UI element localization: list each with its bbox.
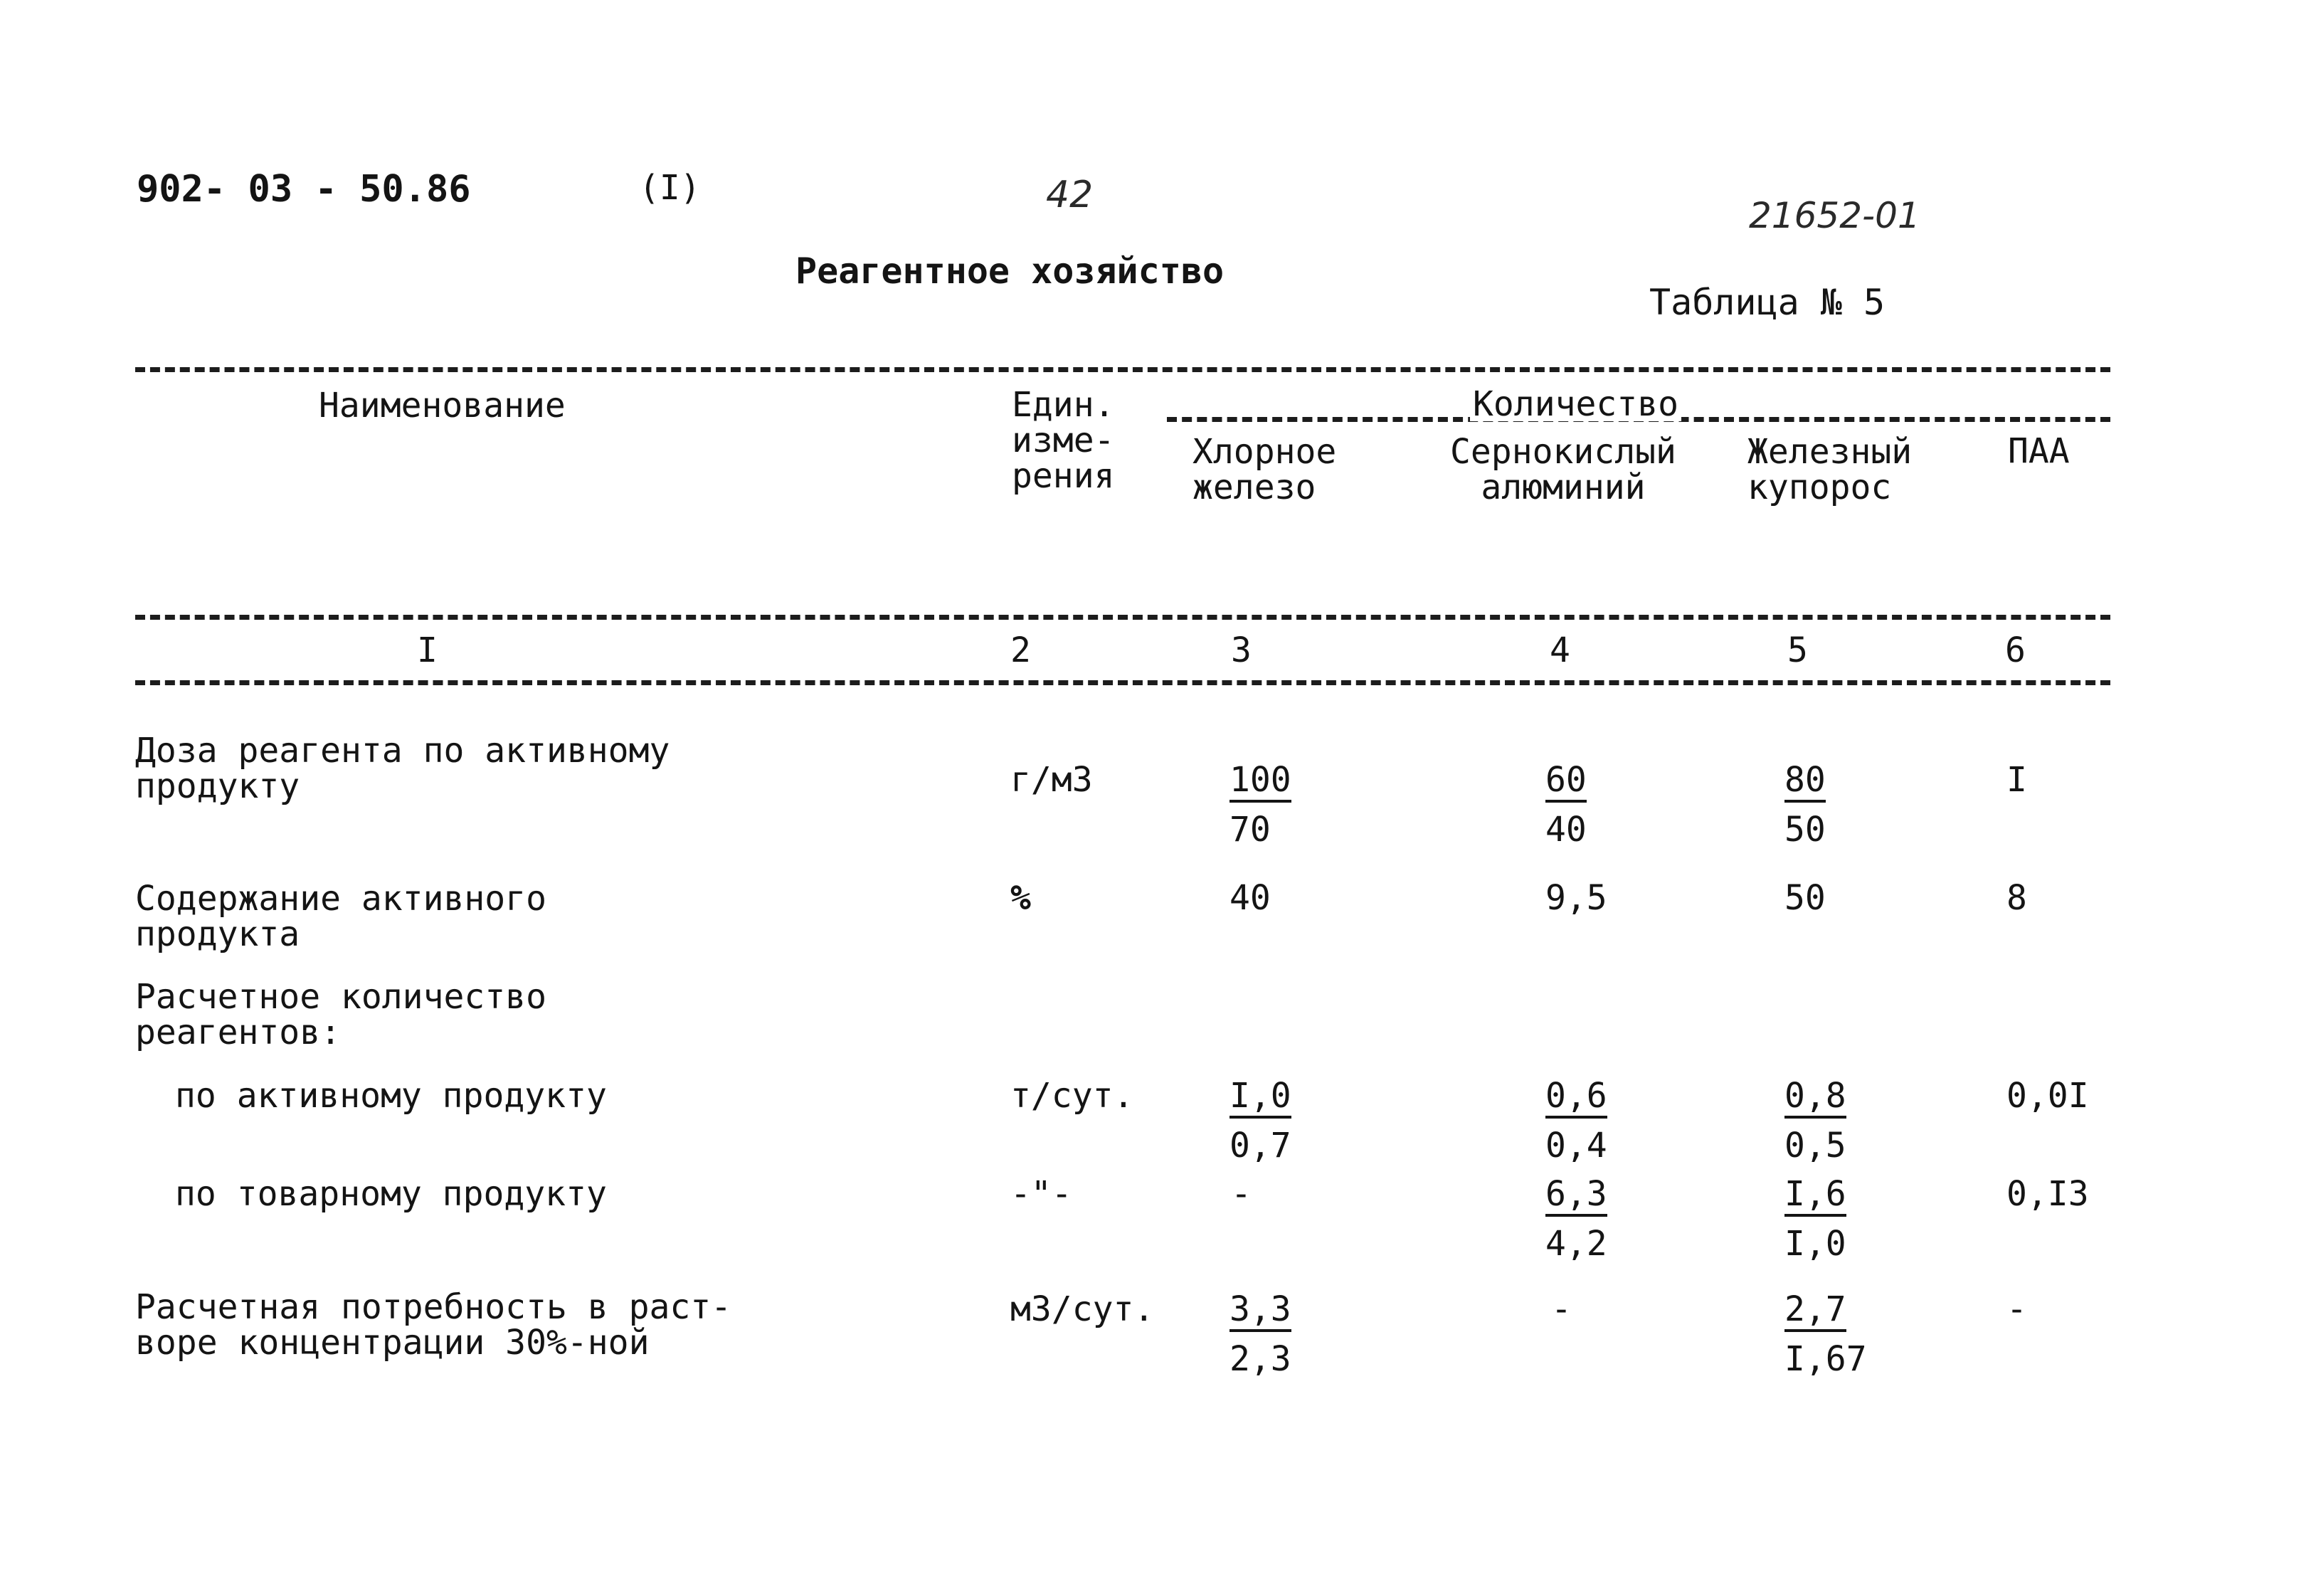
- value-denominator: 0,5: [1784, 1126, 1846, 1166]
- value-fraction: [1784, 1174, 1846, 1264]
- column-number-1: I: [417, 630, 438, 670]
- column-header-ferric-chloride: Хлорное железо: [1192, 432, 1337, 507]
- value-cell: I: [2006, 760, 2027, 800]
- value-numerator: I,0: [1229, 1079, 1291, 1119]
- value-numerator: 6,3: [1545, 1177, 1607, 1217]
- column-header-paa: ПАА: [2008, 431, 2070, 471]
- value-fraction: [1545, 1174, 1607, 1264]
- value-denominator: I,67: [1784, 1339, 1867, 1379]
- column-header-name: Наименование: [319, 386, 566, 426]
- document-code: 902- 03 - 50.86: [137, 168, 471, 211]
- value-denominator: 70: [1229, 810, 1271, 850]
- value-denominator: I,0: [1784, 1224, 1846, 1264]
- value-cell: 0,I3: [2006, 1174, 2089, 1214]
- value-numerator: 100: [1229, 763, 1291, 803]
- value-denominator: 4,2: [1545, 1224, 1607, 1264]
- column-number-3: 3: [1231, 630, 1252, 670]
- column-header-unit: Един. изме- рения: [1012, 385, 1115, 496]
- row-name: по активному продукту: [175, 1076, 607, 1116]
- column-header-aluminium-sulfate: Сернокислый алюминий: [1450, 432, 1676, 507]
- table-top-rule: [135, 367, 2110, 372]
- value-cell: -: [1231, 1174, 1252, 1214]
- value-cell: 9,5: [1545, 878, 1607, 918]
- value-numerator: 2,7: [1784, 1292, 1846, 1332]
- value-numerator: 3,3: [1229, 1292, 1291, 1332]
- value-numerator: 60: [1545, 763, 1587, 803]
- page-number: 42: [1046, 174, 1094, 216]
- table-label: Таблица № 5: [1649, 282, 1886, 323]
- value-cell: -: [1551, 1289, 1572, 1329]
- column-number-2: 2: [1010, 630, 1031, 670]
- value-numerator: I,6: [1784, 1177, 1846, 1217]
- value-denominator: 0,7: [1229, 1126, 1291, 1166]
- column-number-6: 6: [2005, 630, 2026, 670]
- value-cell: -: [2006, 1289, 2027, 1329]
- value-fraction: [1784, 760, 1826, 850]
- row-unit: %: [1010, 878, 1031, 918]
- page-title: Реагентное хозяйство: [795, 250, 1225, 292]
- value-fraction: [1784, 1076, 1846, 1166]
- archive-number: 21652-01: [1749, 195, 1920, 236]
- value-fraction: [1545, 1076, 1607, 1166]
- value-cell: 0,0I: [2006, 1076, 2089, 1116]
- column-group-quantity: Количество: [1470, 387, 1681, 421]
- column-number-4: 4: [1550, 630, 1570, 670]
- column-header-iron-vitriol: Железный купорос: [1747, 432, 1913, 507]
- sheet-marker: (I): [639, 168, 701, 208]
- value-numerator: 0,6: [1545, 1079, 1607, 1119]
- value-denominator: 2,3: [1229, 1339, 1291, 1379]
- value-fraction: [1229, 1076, 1291, 1166]
- row-unit: -"-: [1010, 1174, 1072, 1214]
- header-bottom-rule: [135, 615, 2110, 620]
- value-numerator: 0,8: [1784, 1079, 1846, 1119]
- value-fraction: [1229, 1289, 1291, 1379]
- value-fraction: [1545, 760, 1587, 850]
- row-name: по товарному продукту: [175, 1174, 607, 1214]
- row-name: Расчетная потребность в раст- воре концентрации 30%-ной: [135, 1287, 732, 1363]
- value-cell: 50: [1784, 878, 1826, 918]
- value-cell: 40: [1229, 878, 1271, 918]
- row-unit: т/сут.: [1010, 1076, 1134, 1116]
- row-name: Расчетное количество реагентов:: [135, 977, 546, 1052]
- row-unit: м3/сут.: [1010, 1289, 1155, 1329]
- column-number-5: 5: [1787, 630, 1808, 670]
- row-unit: г/м3: [1010, 760, 1093, 800]
- value-fraction: [1229, 760, 1291, 850]
- value-cell: 8: [2006, 878, 2027, 918]
- value-denominator: 50: [1784, 810, 1826, 850]
- row-name: Доза реагента по активному продукту: [135, 731, 670, 806]
- row-name: Содержание активного продукта: [135, 879, 546, 954]
- value-fraction: [1784, 1289, 1867, 1379]
- value-denominator: 0,4: [1545, 1126, 1607, 1166]
- column-numbers-rule: [135, 680, 2110, 685]
- value-numerator: 80: [1784, 763, 1826, 803]
- value-denominator: 40: [1545, 810, 1587, 850]
